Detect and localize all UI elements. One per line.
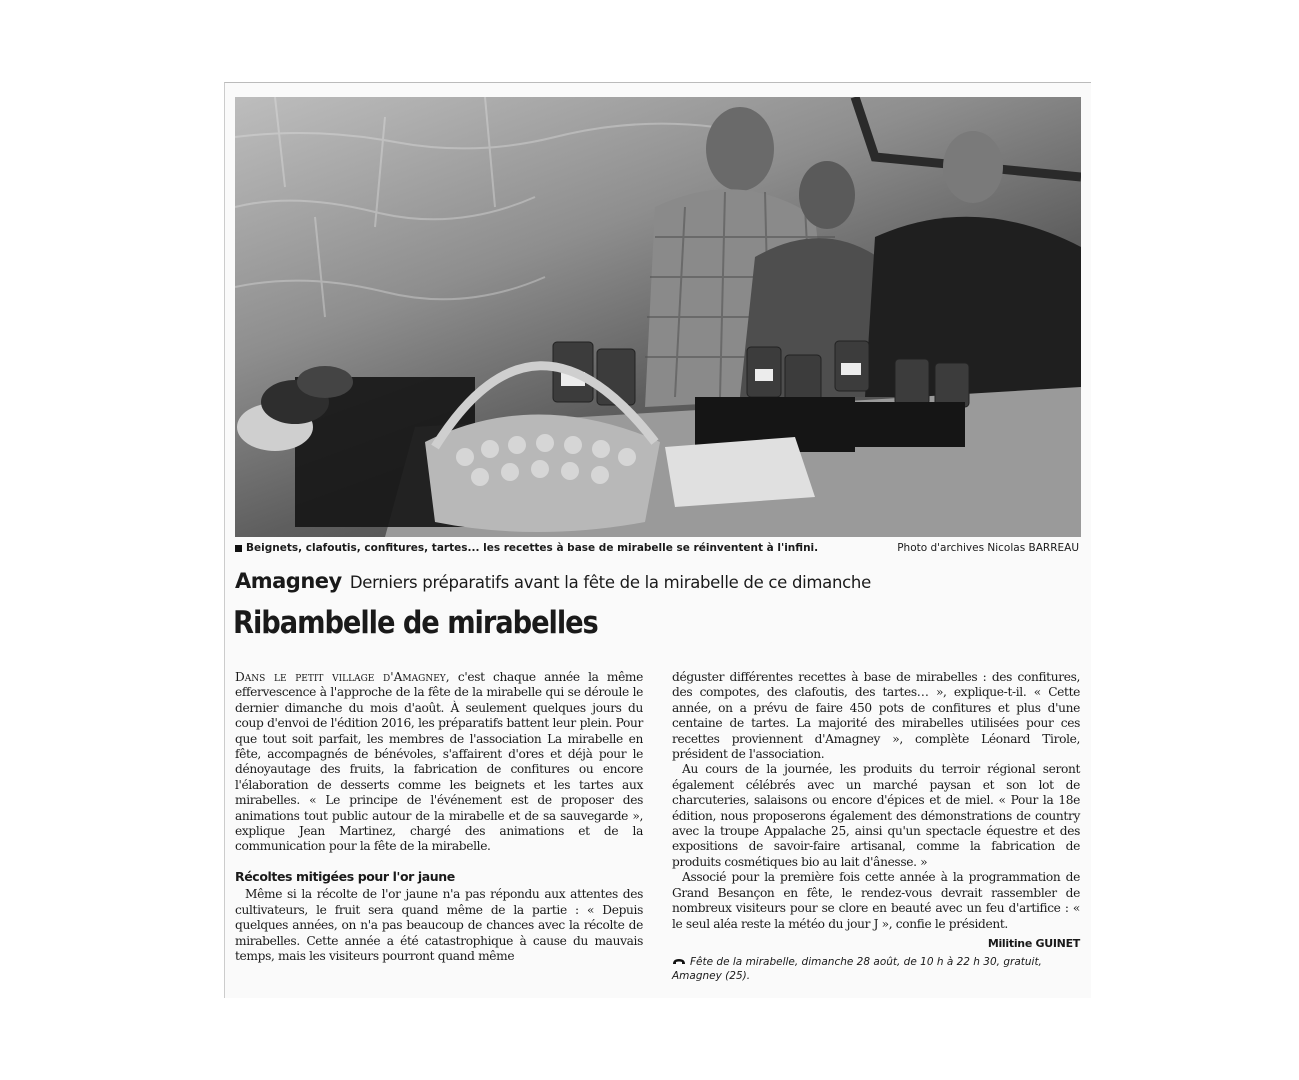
caption-text: Beignets, clafoutis, confitures, tartes... les recettes à base de mirabelle se réinventent à l'infini. (246, 542, 819, 554)
photo-credit: Photo d'archives Nicolas BARREAU (897, 542, 1079, 554)
paragraph: Au cours de la journée, les produits du terroir régional seront également célébrés avec un marché paysan et son lot de charcuteries, salaisons ou encore d'épices et de miel. « Pour la 18e édition, nous proposerons également des démonstrations de country avec la troupe Appalache 25, ainsi qu'un spectacle équestre et des expositions de savoir-faire artisanal, comme la fabrication de produits cosmétiques bio au lait d'ânesse. » (672, 762, 1080, 869)
paragraph (235, 670, 643, 855)
paragraph: déguster différentes recettes à base de mirabelles : des confitures, des compotes, des clafoutis, des tartes… », explique-t-il. « Cette année, on a prévu de faire 450 pots de confitures et plus d'une centaine de tartes. La majorité des mirabelles utilisées pour ces recettes proviennent d'Amagney », complète Léonard Tirole, président de l'association. (672, 670, 1080, 762)
kicker-place: Amagney (235, 569, 342, 593)
paragraph: Associé pour la première fois cette année à la programmation de Grand Besançon en fête, le rendez-vous devrait rassembler de nombreux visiteurs pour se clore en beauté avec un feu d'artifice : « le seul aléa reste la météo du jour J », confie le président. (672, 870, 1080, 931)
headline: Ribambelle de mirabelles (233, 605, 598, 641)
article-photo (235, 97, 1081, 537)
photo-illustration (235, 97, 1081, 537)
photo-caption (235, 542, 1081, 558)
newspaper-clipping (224, 82, 1091, 998)
caption-bullet-icon (235, 545, 242, 552)
article-column-1 (235, 670, 643, 964)
phone-icon (672, 958, 686, 966)
author-signature: Militine GUINET (987, 937, 1080, 950)
event-info (672, 955, 1080, 983)
lead-in: Dans le petit village d'Amagney, (235, 670, 450, 684)
paragraph-text: c'est chaque année la même effervescence à l'approche de la fête de la mirabelle qui se déroule le dernier dimanche du mois d'août. À seulement quelques jours du coup d'envoi de l'édition 2016, les préparatifs battent leur plein. Pour que tout soit parfait, les membres de l'association La mirabelle en fête, accompagnés de bénévoles, s'affairent d'ores et déjà pour le dénoyautage des fruits, la fabrication de confitures ou encore l'élaboration de desserts comme les beignets et les tartes aux mirabelles. « Le principe de l'événement est de proposer des animations tout public autour de la mirabelle et de sa sauvegarde », explique Jean Martinez, chargé des animations et de la communication pour la fête de la mirabelle. (235, 670, 644, 854)
kicker-subtitle: Derniers préparatifs avant la fête de la mirabelle de ce dimanche (349, 573, 871, 592)
subheading: Récoltes mitigées pour l'or jaune (235, 868, 455, 884)
paragraph: Même si la récolte de l'or jaune n'a pas répondu aux attentes des cultivateurs, le fruit sera quand même de la partie : « Depuis quelques années, on n'a pas beaucoup de chances avec la récolte de mirabelles. Cette année a été catastrophique à cause du mauvais temps, mais les visiteurs pourront quand même (235, 887, 643, 963)
article-column-2 (672, 670, 1080, 932)
event-info-text: Fête de la mirabelle, dimanche 28 août, de 10 h à 22 h 30, gratuit, Amagney (25). (672, 956, 1042, 982)
kicker (235, 569, 871, 593)
